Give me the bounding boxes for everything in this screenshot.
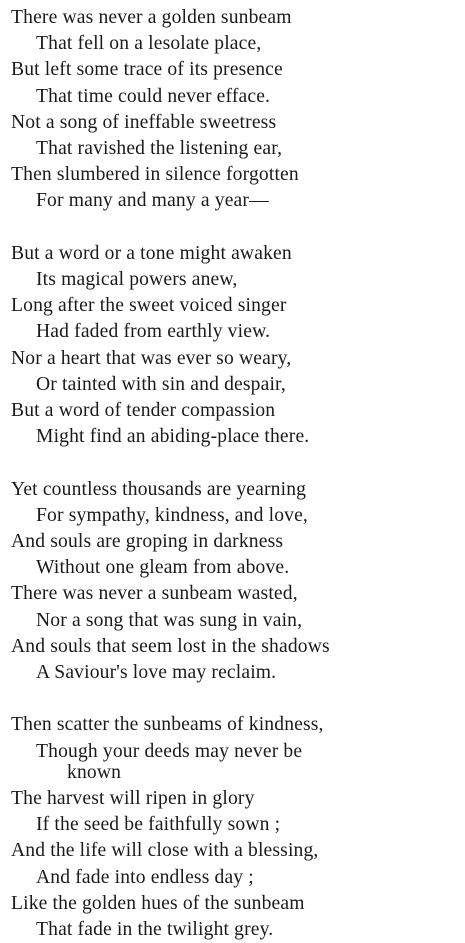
poem-line: Like the golden hues of the sunbeam (11, 892, 305, 914)
poem-line: For many and many a year— (36, 190, 269, 212)
poem-line: Long after the sweet voiced singer (11, 295, 287, 317)
poem-line: A Saviour's love may reclaim. (36, 662, 277, 684)
stanza-4 (11, 712, 465, 943)
poem-line: But left some trace of its presence (11, 59, 283, 81)
poem-line: That time could never efface. (36, 85, 271, 107)
poem-line: Nor a heart that was ever so weary, (11, 347, 292, 369)
poem-line: And souls that seem lost in the shadows (11, 635, 330, 657)
stanza-2 (11, 241, 465, 451)
poem-line: Its magical powers anew, (36, 269, 238, 291)
poem-line: Then slumbered in silence forgotten (11, 164, 299, 186)
poem-line: But a word of tender compassion (11, 400, 276, 422)
poem-line: And fade into endless day ; (36, 866, 254, 888)
poem-line: For sympathy, kindness, and love, (36, 504, 308, 526)
poem-line: Though your deeds may never be (36, 740, 303, 762)
poem-line: If the seed be faithfully sown ; (36, 814, 281, 836)
poem-line: Yet countless thousands are yearning (11, 478, 307, 500)
poem-line: That fell on a lesolate place, (36, 33, 262, 55)
poem-line: That ravished the listening ear, (36, 138, 283, 160)
poem-line: Might find an abiding-place there. (36, 426, 310, 448)
poem-line: And souls are groping in darkness (11, 531, 284, 553)
poem-line: Without one gleam from above. (36, 557, 290, 579)
stanza-3 (11, 477, 465, 687)
stanza-1 (11, 5, 465, 215)
poem-line: And the life will close with a blessing, (11, 840, 319, 862)
poem-line: The harvest will ripen in glory (11, 788, 255, 810)
poem-line: There was never a sunbeam wasted, (11, 583, 298, 605)
poem-line: known (67, 761, 122, 783)
poem-line: That fade in the twilight grey. (36, 919, 274, 941)
poem-line: Not a song of ineffable sweetress (11, 111, 277, 133)
poem-line: Or tainted with sin and despair, (36, 373, 286, 395)
poem-line: Had faded from earthly view. (36, 321, 271, 343)
poem-line: There was never a golden sunbeam (11, 7, 292, 28)
poem-line: But a word or a tone might awaken (11, 242, 292, 264)
poem-line: Then scatter the sunbeams of kindness, (11, 714, 324, 736)
poem-line: Nor a song that was sung in vain, (36, 609, 303, 631)
